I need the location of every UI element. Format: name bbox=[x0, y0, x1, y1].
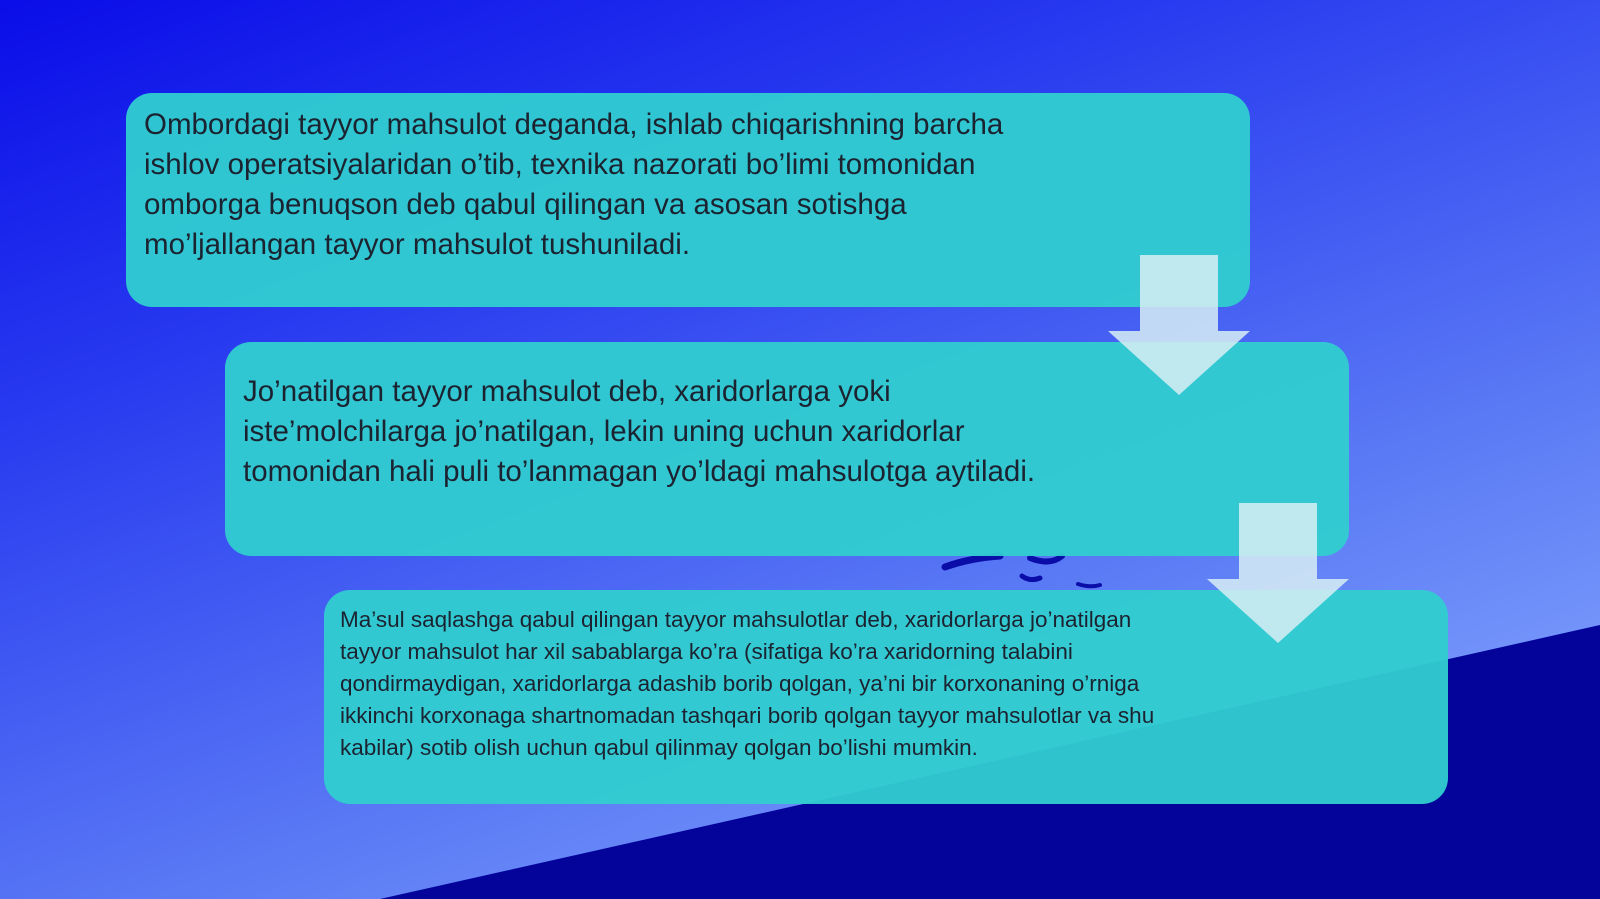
process-step-1-text: Ombordagi tayyor mahsulot deganda, ishlab chiqarishning barcha ishlov operatsiyalaridan o’tib, texnika nazorati bo’limi tomonidan omborga benuqson deb qabul qilingan va asosan sotishga mo’ljallangan tayyor mahsulot tushuniladi. bbox=[144, 108, 1004, 261]
down-arrow-icon bbox=[1108, 253, 1252, 397]
process-step-2-text: Jo’natilgan tayyor mahsulot deb, xaridorlarga yoki iste’molchilarga jo’natilgan, lekin uning uchun xaridorlar tomonidan hali puli to’lanmagan yo’ldagi mahsulotga aytiladi. bbox=[243, 375, 1036, 488]
down-arrow-icon bbox=[1207, 501, 1351, 645]
process-step-1 bbox=[126, 93, 1250, 307]
process-step-3-text: Ma’sul saqlashga qabul qilingan tayyor mahsulotlar deb, xaridorlarga jo’natilgan tayyor mahsulot har xil sabablarga ko’ra (sifatiga ko’ra xaridorning talabini qondirmaydigan, xaridorlarga adashib borib qolgan, ya’ni bir korxonaning o’rniga ikkinchi korxonaga shartnomadan tashqari borib qolgan tayyor mahsulotlar va shu kabilar) sotib olish uchun qabul qilinmay qolgan bo’lishi mumkin. bbox=[340, 607, 1155, 760]
